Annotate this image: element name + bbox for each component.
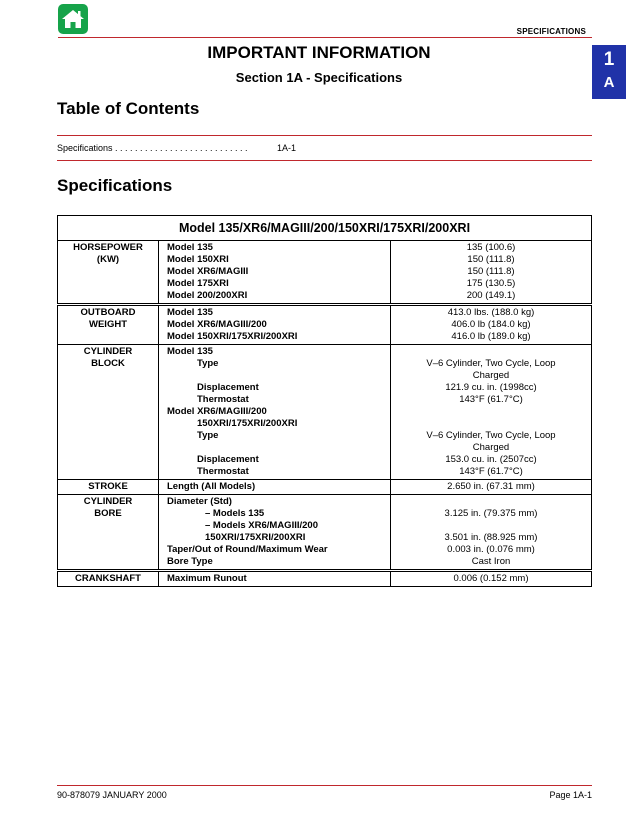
spec-label: Model 135	[167, 242, 213, 253]
spec-label: Maximum Runout	[159, 571, 391, 587]
spec-label: Displacement	[197, 454, 259, 465]
spec-label: Model XR6/MAGIII/200	[167, 406, 267, 417]
spec-value: 175 (130.5)	[466, 278, 516, 289]
spec-value: V–6 Cylinder, Two Cycle, Loop	[426, 430, 556, 441]
spacer	[395, 496, 587, 508]
spec-label: Taper/Out of Round/Maximum Wear	[167, 544, 328, 555]
toc-divider-bottom	[57, 160, 592, 161]
page-title: IMPORTANT INFORMATION	[207, 43, 431, 62]
table-row-crankshaft	[58, 571, 592, 587]
spec-value: 143°F (61.7°C)	[459, 394, 523, 405]
spec-label: Type	[197, 430, 219, 441]
spec-value: 150 (111.8)	[467, 266, 515, 277]
category-label: (KW)	[96, 254, 120, 265]
spec-label: Length (All Models)	[159, 480, 391, 495]
category-cell	[58, 345, 159, 480]
category-label: HORSEPOWER	[73, 242, 143, 253]
category-label: BORE	[94, 508, 122, 519]
category-label: CRANKSHAFT	[58, 571, 159, 587]
spec-label: Model XR6/MAGIII	[167, 266, 249, 277]
spec-value: 416.0 lb (189.0 kg)	[451, 331, 531, 342]
footer-page-number: Page 1A-1	[549, 790, 592, 800]
home-icon	[58, 4, 88, 34]
spec-label: Model 175XRI	[167, 278, 229, 289]
spec-value: 200 (149.1)	[466, 290, 516, 301]
spec-value: 0.003 in. (0.076 mm)	[447, 544, 535, 555]
category-label: CYLINDER	[83, 496, 133, 507]
spec-label: Displacement	[197, 382, 259, 393]
spec-label: Thermostat	[197, 394, 249, 405]
category-label: WEIGHT	[89, 319, 127, 330]
spacer	[167, 442, 386, 454]
spec-label: Model 135	[167, 307, 213, 318]
spec-label: Model 200/200XRI	[167, 290, 248, 301]
section-label: SPECIFICATIONS	[516, 27, 586, 36]
spec-label: – Models 135	[205, 508, 265, 519]
toc-heading: Table of Contents	[57, 99, 200, 118]
toc-entry-link[interactable]: Specifications . . . . . . . . . . . . . . . . . . . . . . . . . . .	[57, 143, 248, 153]
specifications-table	[57, 215, 592, 587]
section-tab-number: 1	[603, 49, 615, 70]
spacer	[395, 520, 587, 532]
footer-divider	[57, 785, 592, 786]
spacer	[395, 418, 587, 430]
spec-value: 413.0 lbs. (188.0 kg)	[447, 307, 535, 318]
spec-label: 150XRI/175XRI/200XRI	[197, 418, 298, 429]
spec-value: 3.501 in. (88.925 mm)	[444, 532, 538, 543]
category-label: STROKE	[58, 480, 159, 495]
spec-value: 135 (100.6)	[466, 242, 516, 253]
spacer	[395, 346, 587, 358]
spec-value: 2.650 in. (67.31 mm)	[391, 480, 592, 495]
spacer	[395, 406, 587, 418]
spec-value: V–6 Cylinder, Two Cycle, Loop	[426, 358, 556, 369]
page-subtitle: Section 1A - Specifications	[235, 70, 403, 85]
spec-label: Type	[197, 358, 219, 369]
category-cell	[58, 495, 159, 571]
spec-label: Bore Type	[167, 556, 213, 567]
label-cell	[159, 495, 391, 571]
table-row-cylinder-bore	[58, 495, 592, 571]
spec-value: 153.0 cu. in. (2507cc)	[445, 454, 537, 465]
value-cell	[391, 305, 592, 345]
label-cell	[159, 305, 391, 345]
value-cell	[391, 241, 592, 305]
spec-value: Cast Iron	[471, 556, 511, 567]
toc-divider-top	[57, 135, 592, 136]
spec-value: 150 (111.8)	[467, 254, 515, 265]
table-row-cylinder-block	[58, 345, 592, 480]
spec-label: 150XRI/175XRI/200XRI	[205, 532, 306, 543]
spec-value: 406.0 lb (184.0 kg)	[451, 319, 531, 330]
table-model-title: Model 135/XR6/MAGIII/200/150XRI/175XRI/200XRI	[58, 216, 592, 241]
spec-label: Thermostat	[197, 466, 249, 477]
table-header-row	[58, 216, 592, 241]
value-cell	[391, 345, 592, 480]
home-button[interactable]	[58, 4, 88, 34]
spec-value: 3.125 in. (79.375 mm)	[444, 508, 538, 519]
toc-entry-page[interactable]: 1A-1	[277, 143, 297, 153]
header-divider	[58, 37, 592, 38]
spacer	[167, 370, 386, 382]
spec-value: 143°F (61.7°C)	[459, 466, 523, 477]
table-row-outboard-weight	[58, 305, 592, 345]
table-row-stroke	[58, 480, 592, 495]
spec-label: Model XR6/MAGIII/200	[167, 319, 267, 330]
category-label: BLOCK	[91, 358, 125, 369]
category-label: CYLINDER	[83, 346, 133, 357]
section-tab-letter: A	[603, 74, 615, 91]
spec-label: Model 150XRI	[167, 254, 229, 265]
label-cell	[159, 241, 391, 305]
category-label: OUTBOARD	[80, 307, 136, 318]
spec-value: 121.9 cu. in. (1998cc)	[445, 382, 537, 393]
label-cell	[159, 345, 391, 480]
footer-document-id: 90-878079 JANUARY 2000	[57, 790, 167, 800]
category-cell	[58, 305, 159, 345]
spec-label: – Models XR6/MAGIII/200	[205, 520, 318, 531]
value-cell	[391, 495, 592, 571]
spec-value: 0.006 (0.152 mm)	[391, 571, 592, 587]
spec-value: Charged	[472, 370, 510, 381]
spec-value: Charged	[472, 442, 510, 453]
category-cell	[58, 241, 159, 305]
spec-label: Diameter (Std)	[167, 496, 232, 507]
specifications-heading: Specifications	[57, 176, 173, 195]
table-row-horsepower	[58, 241, 592, 305]
spec-label: Model 150XRI/175XRI/200XRI	[167, 331, 298, 342]
spec-label: Model 135	[167, 346, 213, 357]
